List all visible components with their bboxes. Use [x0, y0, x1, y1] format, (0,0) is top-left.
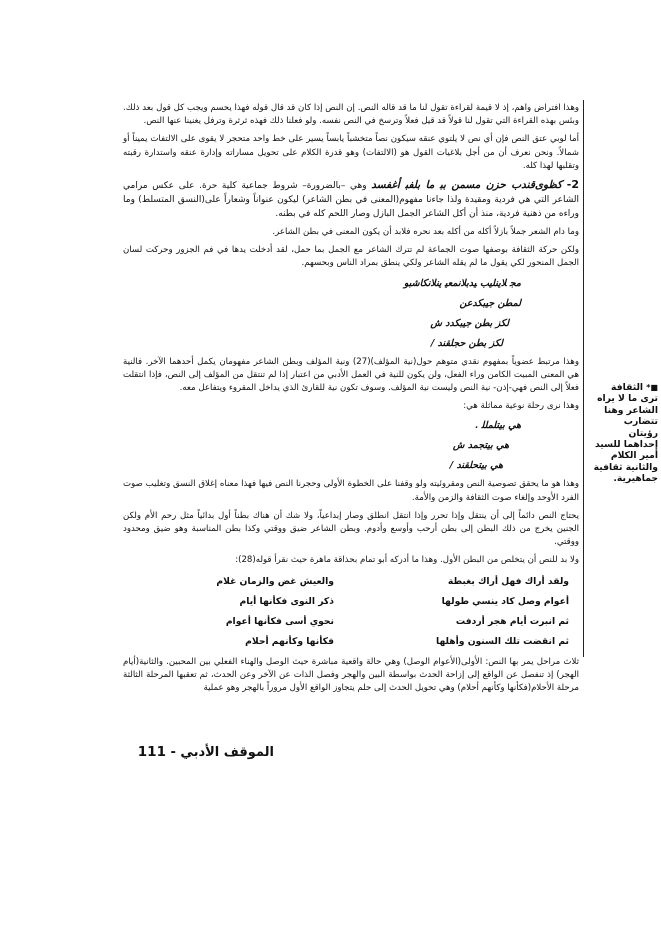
- paragraph: ولكن حركة الثقافة بوصفها صوت الجماعة لم تترك الشاعر مع الجمل بما حمل، لقد أدخلت يدها في فم الجزور وحركت لسان الجمل المنحور لكي يقول ما لم يقله الشاعر ولكي ينطق بمراد الناس وبحسهم.: [123, 245, 579, 269]
- paragraph: وهذا هو ما يحقق تصوصية النص ومقروئيته ولو وقفنا على الخطوة الأولى وحجرنا النص فيها فهذا معناه إغلاق النسق وتغليب صوت الفرد الأوحد وإلغاء صوت الثقافة والزمن والأمة.: [123, 479, 579, 503]
- paragraph: ثلاث مراحل يمر بها النص: الأولى(الأعوام الوصل) وهي حالة واقعية مباشرة حيث الوصل والهناء الفعلي بين المحبين. والثانية(أيام الهجر) إذ تنفصل عن الواقع إلى إزاحة الحدث بواسطة البين والهجر وفصل الذات عن الآخر وعن الحدث، ثم تعقبها المرحلة الثالثة مرحلة الأحلام(فكأنها وكأنهم أحلام) وهي تحويل الحدث إلى حلم يتجاوز الواقع الأول مروراً بالهجر وهو عملية: [123, 656, 579, 694]
- paragraph: وهذا افتراض واهم، إذ لا قيمة لقراءة تقول لنا ما قد قاله النص. إن النص إذا كان قد قال قوله فهذا يحسم ويجب كل قول بعد ذلك. وبئس بهذه القراءة التي تقول لنا قولاً قد قيل فعلاً وترسخ في النص نفسه. ولو فعلنا ذلك فهذه ثرثرة وترفل يغنينا عنها النص.: [123, 103, 579, 127]
- verse-hemistich: نحوي أسى فكأنها أعوام: [225, 615, 334, 627]
- article-body: [123, 102, 579, 700]
- paragraph: ولا بد للنص أن يتخلص من البطن الأول. وهذا ما أدركه أبو تمام بحذاقة ماهرة حيث نقرأ قوله(28):: [235, 555, 579, 566]
- paragraph: يحتاج النص دائماً إلى أن ينتقل وإذا تحرر وإذا انتقل انطلق وصار إبداعياً، ولا شك أن هناك بطناً أول بدائياً مثل رحم الأم ولكن الجنين يخرج من ذلك البطن إلى بطن أرحب وأوسع وأدوم. وبطن الشاعر ضيق ووقتي وكذا بطن المناسبة وهو ضيق ومحدود ووقتي.: [123, 510, 579, 548]
- verse-hemistich: فكأنها وكأنهم أحلام: [245, 635, 334, 647]
- garbled-line: ﻟﻜﺰ ﺑﻄﻦ ﺟﻴﺒﻜﺪﺩ ﺵ: [430, 317, 509, 329]
- paragraph: وما دام الشعر جملاً بازلاً أكله من أكله بعد نحره فلابد أن يكون المعنى في بطن الشاعر.: [272, 227, 579, 238]
- page-number: 111: [137, 744, 166, 760]
- verse-hemistich: ثم انقضت تلك السنون وأهلها: [436, 635, 569, 647]
- poem-verses: [123, 574, 579, 650]
- verse-hemistich: ذكر النوى فكأنها أيام: [239, 595, 334, 607]
- verse-hemistich: ثم انبرت أيام هجر أردفت: [455, 615, 569, 627]
- garbled-heading: ﻛﻈﻮﻯﻗﻨﺪﺏ ﺣﺰﻥ ﻣﺴﻤﻦ ﺑﺒ ﻣﺎ ﺑﻠﻔﺒ ﺃﻏﻔﺴﺪ: [371, 179, 563, 192]
- page-footer: [134, 744, 274, 760]
- section-number: 2-: [566, 178, 579, 192]
- paragraph: أما لوبي عتق النص فإن أي نص لا يلتوي عنقه سيكون نصاً متخشباً يابساً يسير على خط واحد متحجر لا يقوى على الالتفات يميناً أو شمالاً. ونحن نعرف أن من أجل بلاغيات القول هو (الالتفات) وهو قدرة الكلام على تحويل مساراته وإدارة عنقه واستدارة رقبته وتقلبها لهذا كله.: [123, 134, 579, 171]
- bullet-square: ■*: [646, 383, 658, 392]
- garbled-line: ﻣﺠ ﻼﻳﻨﻠﻴﺐ ﻴﺪﺑﻼﻧﻤﻌﻴ ﻳﻨﻼﻧﻜﺎﺷﺒﻮ: [403, 277, 521, 289]
- garbled-line: ﻫﻲ ﺑﻴﺘﻠﻤﻠﻠ .: [474, 420, 521, 432]
- pull-quote-text: الثقافة ترى ما لا يراه الشاعر وهنا تتضارب رؤيتان إحداهما للسيد أمير الكلام والثانية ثقافية جماهيرية.: [593, 382, 658, 485]
- journal-name: الموقف الأدبي -: [170, 745, 274, 760]
- verse-hemistich: والعيش غض والزمان غلام: [216, 575, 334, 587]
- verse-hemistich: ولقد أراك فهل أراك بغبطة: [447, 575, 569, 587]
- paragraph-text: وهي –بالضرورة– شروط جماعية كلية حرة. على عكس مرامي الشاعر التي هي فردية ومقيدة ولذا جاءنا مفهوم(المعنى في بطن الشاعر) ليكون عنواناً وشعاراً على(النسق المتسلط) وما وراءه من ذهنية فردية، منذ أن أكل الشاعر الجمل البازل وصار اللحم كله في بطنه.: [123, 181, 579, 220]
- pull-quote: [592, 382, 658, 485]
- garbled-line: ﻟﻤﻄﻦ ﺟﻴﺒﻜﺪﻋﻦ: [459, 297, 521, 309]
- verse-hemistich: أعوام وصل كاد ينسي طولها: [441, 595, 569, 607]
- garbled-line: ﻫﻲ ﺑﻴﺘﺠﻤﺪ ﺵ: [452, 440, 509, 452]
- garbled-line: ﻟﻜﺰ ﺑﻄﻦ ﺣﺠﻠﻘﻨﺪ /: [430, 337, 503, 349]
- garbled-line: ﻫﻲ ﺑﻴﺘﺤﻠﻘﻨﺪ /: [449, 460, 503, 472]
- paragraph: وهذا نرى رحلة نوعية مماثلة هي:: [463, 401, 579, 412]
- section-2-paragraph: [123, 178, 579, 221]
- margin-rule: [583, 100, 584, 657]
- paragraph: وهذا مرتبط عضوياً بمفهوم نقدي متوهم حول(نية المؤلف)(27) ونية المؤلف وبطن الشاعر مفهومان يكمل أحدهما الآخر. فالنية هي المعنى المبيت الكامن وراء الفعل، ولن يكون للنية في العمل الأدبي من اعتبار إذا لم تنتقل من المؤلف إلى النص، فإذا انتقلت فعلاً إلى النص فهي-إذن- نية النص وليست نية المؤلف. وسوف تكون نية للقارئ الذي يداخل المقروء ويتفاعل معه.: [123, 356, 579, 394]
